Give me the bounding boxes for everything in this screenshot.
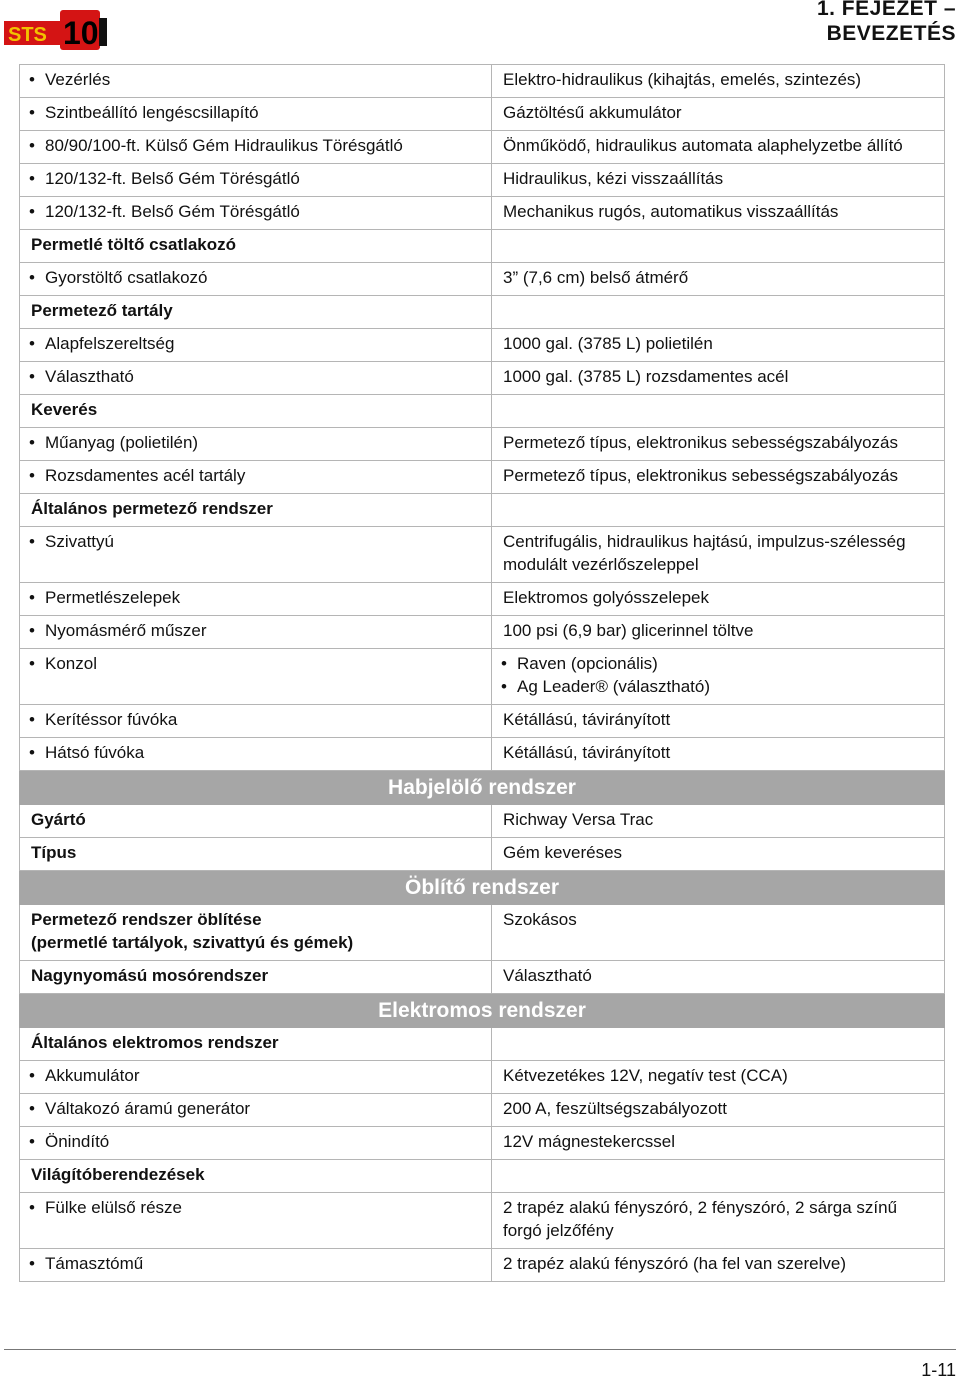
section-row: [20, 994, 945, 1028]
spec-label: • 120/132-ft. Belső Gém Törésgátló: [20, 164, 492, 197]
table-row: [20, 131, 945, 164]
section-row: [20, 771, 945, 805]
table-row: [20, 494, 945, 527]
spec-label: • Fülke elülső része: [20, 1193, 492, 1249]
spec-value: Permetező típus, elektronikus sebességszabályozás: [492, 428, 945, 461]
table-row: [20, 230, 945, 263]
spec-value: 200 A, feszültségszabályozott: [492, 1094, 945, 1127]
group-heading-line: Permetező rendszer öblítése: [31, 910, 262, 929]
table-row: [20, 362, 945, 395]
table-row: [20, 1061, 945, 1094]
spec-value: Gáztöltésű akkumulátor: [492, 98, 945, 131]
table-row: [20, 527, 945, 583]
table-row: [20, 705, 945, 738]
list-item: • Raven (opcionális): [503, 652, 933, 675]
spec-label: • Választható: [20, 362, 492, 395]
footer-divider: [4, 1349, 956, 1350]
spec-value: Kétállású, távirányított: [492, 705, 945, 738]
group-heading: Típus: [20, 838, 492, 871]
table-row: [20, 1094, 945, 1127]
chapter-title-line1: 1. FEJEZET –: [816, 0, 956, 20]
spec-label: • Akkumulátor: [20, 1061, 492, 1094]
table-row: [20, 395, 945, 428]
section-heading: Habjelölő rendszer: [20, 771, 945, 805]
list-item: • Ag Leader® (választható): [503, 675, 933, 698]
group-heading: Permetlé töltő csatlakozó: [20, 230, 492, 263]
spec-value: Elektro-hidraulikus (kihajtás, emelés, szintezés): [492, 65, 945, 98]
table-row: [20, 583, 945, 616]
table-row: [20, 961, 945, 994]
spec-value: Centrifugális, hidraulikus hajtású, impulzus-szélesség modulált vezérlőszeleppel: [492, 527, 945, 583]
spec-value: Választható: [492, 961, 945, 994]
spec-label: • 80/90/100-ft. Külső Gém Hidraulikus Törésgátló: [20, 131, 492, 164]
spec-value: 2 trapéz alakú fényszóró, 2 fényszóró, 2 sárga színű forgó jelzőfény: [492, 1193, 945, 1249]
table-row: [20, 838, 945, 871]
table-row: [20, 1127, 945, 1160]
spec-value: 12V mágnestekercssel: [492, 1127, 945, 1160]
sts10-logo: [4, 8, 108, 52]
table-row: [20, 1249, 945, 1282]
spec-value: [492, 296, 945, 329]
spec-label: • Műanyag (polietilén): [20, 428, 492, 461]
spec-value: [492, 1160, 945, 1193]
group-heading: Nagynyomású mosórendszer: [20, 961, 492, 994]
spec-label: • Rozsdamentes acél tartály: [20, 461, 492, 494]
spec-label: • Gyorstöltő csatlakozó: [20, 263, 492, 296]
group-heading: Általános permetező rendszer: [20, 494, 492, 527]
table-row: [20, 805, 945, 838]
spec-value: 3” (7,6 cm) belső átmérő: [492, 263, 945, 296]
spec-label: • Támasztómű: [20, 1249, 492, 1282]
group-heading-line: (permetlé tartályok, szivattyú és gémek): [31, 933, 354, 952]
spec-label: • Szintbeállító lengéscsillapító: [20, 98, 492, 131]
table-row: [20, 1160, 945, 1193]
group-heading: Világítóberendezések: [20, 1160, 492, 1193]
spec-label: • Hátsó fúvóka: [20, 738, 492, 771]
table-row: [20, 738, 945, 771]
spec-label: • Alapfelszereltség: [20, 329, 492, 362]
table-row: [20, 65, 945, 98]
spec-value: [492, 1028, 945, 1061]
spec-value: Kétvezetékes 12V, negatív test (CCA): [492, 1061, 945, 1094]
chapter-title-line2: BEVEZETÉS: [826, 22, 956, 45]
spec-label: • Kerítéssor fúvóka: [20, 705, 492, 738]
table-row: [20, 616, 945, 649]
table-row: [20, 461, 945, 494]
table-row: [20, 197, 945, 230]
table-row: [20, 263, 945, 296]
chapter-heading: [817, 0, 956, 46]
table-row: [20, 905, 945, 961]
table-row: [20, 164, 945, 197]
spec-value: Elektromos golyósszelepek: [492, 583, 945, 616]
table-row: [20, 98, 945, 131]
svg-text:STS: STS: [8, 24, 47, 46]
spec-label: • Szivattyú: [20, 527, 492, 583]
group-heading: Gyártó: [20, 805, 492, 838]
specification-table: [19, 64, 945, 1282]
svg-text:10: 10: [63, 15, 99, 51]
spec-label: • Konzol: [20, 649, 492, 705]
spec-label: • Önindító: [20, 1127, 492, 1160]
spec-value: [492, 494, 945, 527]
spec-value: 1000 gal. (3785 L) polietilén: [492, 329, 945, 362]
spec-label: • Váltakozó áramú generátor: [20, 1094, 492, 1127]
spec-value: Szokásos: [492, 905, 945, 961]
spec-value: Önműködő, hidraulikus automata alaphelyzetbe állító: [492, 131, 945, 164]
spec-value: [492, 395, 945, 428]
console-options-list: [503, 652, 933, 698]
spec-value: Mechanikus rugós, automatikus visszaállítás: [492, 197, 945, 230]
table-row: [20, 296, 945, 329]
table-row: [20, 1028, 945, 1061]
group-heading: Keverés: [20, 395, 492, 428]
spec-value: [492, 649, 945, 705]
spec-value: Permetező típus, elektronikus sebességszabályozás: [492, 461, 945, 494]
section-heading: Öblítő rendszer: [20, 871, 945, 905]
spec-value: Richway Versa Trac: [492, 805, 945, 838]
spec-value: Gém keveréses: [492, 838, 945, 871]
group-heading: Általános elektromos rendszer: [20, 1028, 492, 1061]
spec-label: • Vezérlés: [20, 65, 492, 98]
spec-label: • 120/132-ft. Belső Gém Törésgátló: [20, 197, 492, 230]
table-row: [20, 428, 945, 461]
table-row: [20, 1193, 945, 1249]
spec-value: 100 psi (6,9 bar) glicerinnel töltve: [492, 616, 945, 649]
group-heading: Permetező tartály: [20, 296, 492, 329]
spec-value: Kétállású, távirányított: [492, 738, 945, 771]
spec-label: • Nyomásmérő műszer: [20, 616, 492, 649]
spec-value: 2 trapéz alakú fényszóró (ha fel van szerelve): [492, 1249, 945, 1282]
table-row: [20, 649, 945, 705]
spec-label: • Permetlészelepek: [20, 583, 492, 616]
group-heading: [20, 905, 492, 961]
spec-value: Hidraulikus, kézi visszaállítás: [492, 164, 945, 197]
spec-value: [492, 230, 945, 263]
section-heading: Elektromos rendszer: [20, 994, 945, 1028]
section-row: [20, 871, 945, 905]
table-row: [20, 329, 945, 362]
spec-value: 1000 gal. (3785 L) rozsdamentes acél: [492, 362, 945, 395]
page-number: 1-11: [921, 1360, 956, 1380]
